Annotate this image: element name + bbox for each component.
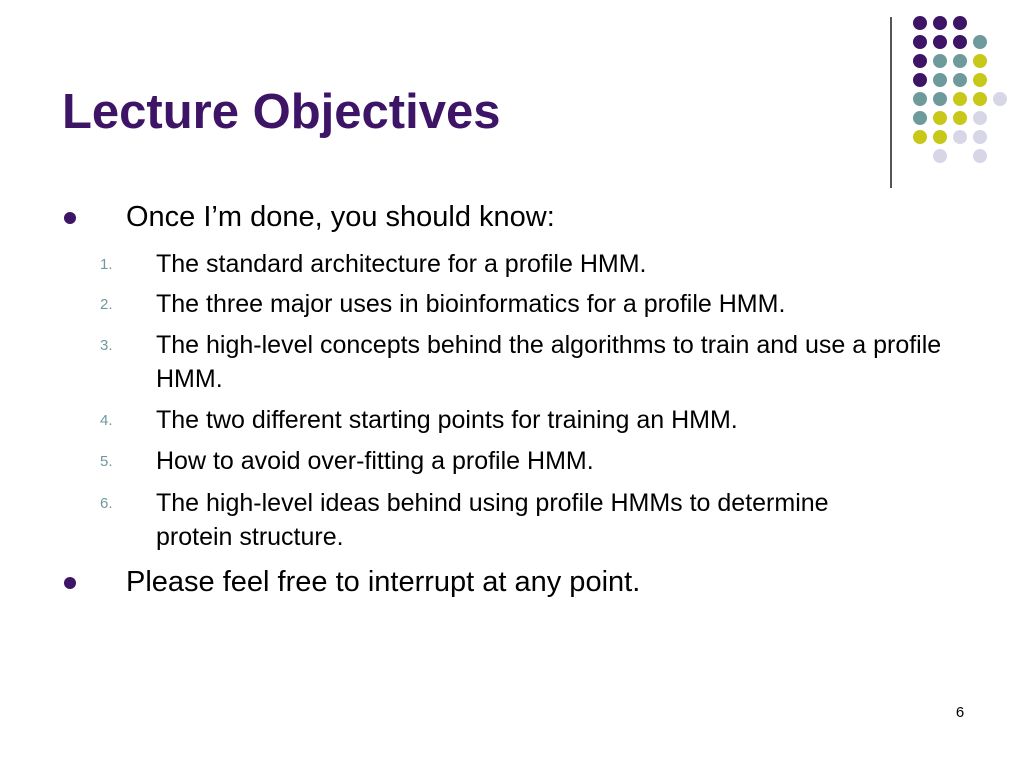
subitem-number: 6. bbox=[100, 495, 113, 512]
subitem-number: 2. bbox=[100, 296, 113, 313]
bullet-dot bbox=[64, 577, 76, 589]
page-number: 6 bbox=[955, 704, 965, 721]
bullet-text: Please feel free to interrupt at any point. bbox=[126, 566, 641, 598]
subitem-number: 4. bbox=[100, 412, 113, 429]
subitem-text: The standard architecture for a profile HMM. bbox=[156, 250, 647, 278]
bullet-dot bbox=[64, 212, 76, 224]
subitem-text: The three major uses in bioinformatics for a profile HMM. bbox=[156, 290, 786, 318]
bullet-text: Once I’m done, you should know: bbox=[126, 201, 555, 233]
subitem-number: 1. bbox=[100, 256, 113, 273]
subitem-text: How to avoid over-fitting a profile HMM. bbox=[156, 447, 594, 475]
subitem-text: The high-level concepts behind the algorithms to train and use a profile HMM. bbox=[156, 331, 942, 393]
subitem-number: 5. bbox=[100, 453, 113, 470]
slide-title: Lecture Objectives bbox=[62, 85, 501, 139]
subitem-number: 3. bbox=[100, 337, 113, 354]
subitem-text: The two different starting points for training an HMM. bbox=[156, 406, 738, 434]
subitem-text: The high-level ideas behind using profile HMMs to determine protein structure. bbox=[156, 489, 829, 551]
